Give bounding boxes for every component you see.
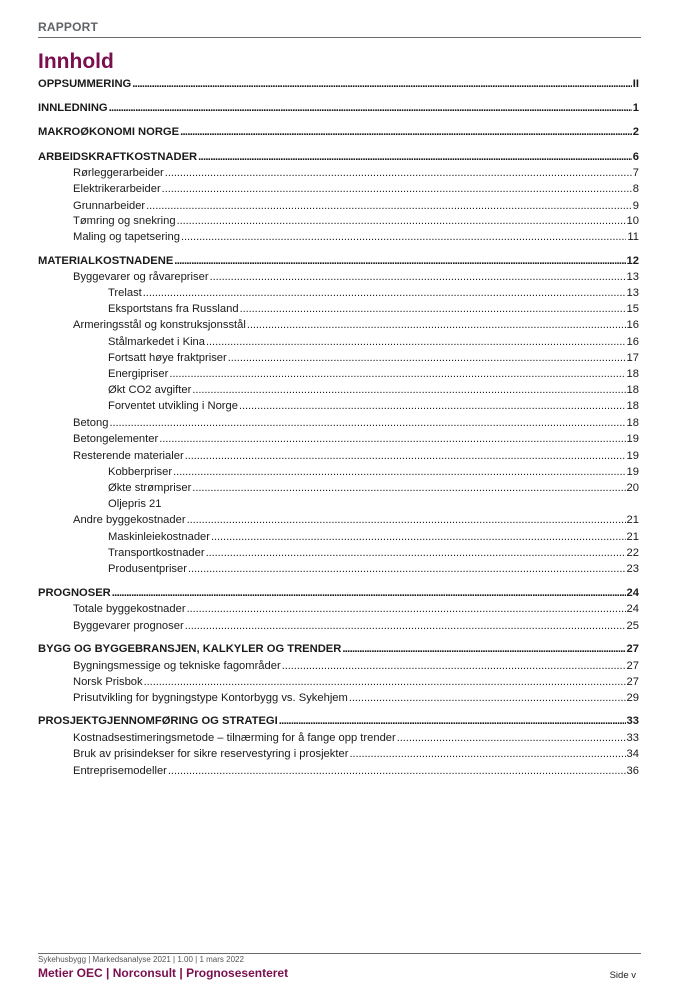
toc-entry-title[interactable]: Kobberpriser — [108, 466, 173, 478]
toc-entry-title[interactable]: Energipriser — [108, 368, 169, 380]
toc-dot-leader — [109, 416, 625, 430]
toc-dot-leader — [342, 642, 625, 656]
toc-entry[interactable] — [38, 335, 639, 349]
toc-entry[interactable] — [38, 659, 639, 673]
toc-dot-leader — [211, 530, 626, 544]
toc-entry-page: 21 — [626, 514, 639, 526]
toc-dot-leader — [181, 230, 626, 244]
toc-entry-title[interactable]: Armeringsstål og konstruksjonsstål — [73, 319, 246, 331]
toc-entry-page: 25 — [626, 620, 639, 632]
toc-entry-title[interactable]: INNLEDNING — [38, 102, 108, 114]
toc-entry[interactable] — [38, 731, 639, 745]
toc-dot-leader — [180, 125, 632, 139]
toc-entry-page: 6 — [632, 151, 639, 163]
toc-entry[interactable] — [38, 166, 639, 180]
toc-entry[interactable] — [38, 747, 639, 761]
toc-dot-leader — [173, 465, 625, 479]
toc-entry-page: 1 — [632, 102, 639, 114]
toc-entry[interactable] — [38, 318, 639, 332]
toc-dot-leader — [349, 747, 625, 761]
page-title: Innhold — [38, 50, 114, 73]
toc-entry-title[interactable]: PROGNOSER — [38, 587, 111, 599]
toc-entry-page: 8 — [632, 183, 639, 195]
toc-entry[interactable] — [38, 230, 639, 244]
toc-entry-page: 27 — [626, 660, 639, 672]
toc-entry[interactable] — [38, 214, 639, 228]
toc-dot-leader — [162, 182, 632, 196]
toc-entry-page: 12 — [626, 255, 639, 267]
toc-entry[interactable] — [38, 101, 639, 115]
toc-entry-title[interactable]: MATERIALKOSTNADENE — [38, 255, 174, 267]
page-number: Side v — [609, 970, 636, 981]
toc-entry-page: 27 — [626, 676, 639, 688]
toc-dot-leader — [239, 399, 626, 413]
toc-entry[interactable] — [38, 481, 639, 495]
toc-entry[interactable] — [38, 546, 639, 560]
toc-entry-page: 33 — [626, 732, 639, 744]
toc-entry-page: 21 — [626, 531, 639, 543]
toc-dot-leader — [109, 101, 632, 115]
toc-entry-page: 13 — [626, 287, 639, 299]
toc-entry[interactable] — [38, 513, 639, 527]
toc-entry-title[interactable]: PROSJEKTGJENNOMFØRING OG STRATEGI — [38, 715, 278, 727]
toc-entry-page: 24 — [626, 603, 639, 615]
toc-entry-page: 11 — [627, 231, 639, 243]
toc-entry-page: 34 — [626, 748, 639, 760]
toc-entry-title[interactable]: ARBEIDSKRAFTKOSTNADER — [38, 151, 198, 163]
header-divider — [38, 37, 641, 38]
toc-entry-title[interactable]: Byggevarer prognoser — [73, 620, 184, 632]
toc-entry-page: 18 — [626, 400, 639, 412]
toc-entry-page: 9 — [632, 200, 639, 212]
toc-entry-title[interactable]: Trelast — [108, 287, 142, 299]
toc-entry-title[interactable]: Økt CO2 avgifter — [108, 384, 192, 396]
toc-entry[interactable] — [38, 383, 639, 397]
toc-dot-leader — [192, 481, 625, 495]
toc-entry-page: 18 — [626, 368, 639, 380]
footer-divider — [38, 953, 641, 954]
toc-entry-page: 29 — [626, 692, 639, 704]
toc-dot-leader — [159, 432, 625, 446]
toc-entry-page: 19 — [626, 466, 639, 478]
toc-dot-leader — [169, 367, 625, 381]
toc-entry-title[interactable]: Økte strømpriser — [108, 482, 192, 494]
toc-entry[interactable] — [38, 586, 639, 600]
toc-entry[interactable] — [38, 619, 639, 633]
toc-dot-leader — [279, 714, 626, 728]
toc-dot-leader — [240, 302, 626, 316]
toc-entry-title[interactable]: Tømring og snekring — [73, 215, 176, 227]
toc-dot-leader — [187, 513, 626, 527]
toc-dot-leader — [144, 675, 626, 689]
toc-entry-page: 2 — [632, 126, 639, 138]
footer-document-meta: Sykehusbygg | Markedsanalyse 2021 | 1.00 | 1 mars 2022 — [38, 955, 244, 964]
toc-dot-leader — [228, 351, 626, 365]
toc-entry-page: 17 — [626, 352, 639, 364]
toc-entry[interactable] — [38, 399, 639, 413]
toc-entry[interactable] — [38, 302, 639, 316]
toc-entry[interactable] — [38, 562, 639, 576]
toc-dot-leader — [165, 166, 632, 180]
toc-entry[interactable] — [38, 254, 639, 268]
toc-entry[interactable] — [38, 351, 639, 365]
toc-entry-page: 18 — [626, 417, 639, 429]
toc-entry-page: 16 — [626, 336, 639, 348]
toc-entry[interactable] — [38, 416, 639, 430]
footer-organizations: Metier OEC | Norconsult | Prognosesenteret — [38, 966, 289, 980]
toc-entry-title[interactable]: Betong — [73, 417, 109, 429]
toc-dot-leader — [185, 619, 626, 633]
toc-entry-title[interactable]: OPPSUMMERING — [38, 78, 132, 90]
toc-dot-leader — [349, 691, 626, 705]
toc-entry-title[interactable]: Bruk av prisindekser for sikre reservestyring i prosjekter — [73, 748, 349, 760]
toc-dot-leader — [192, 383, 625, 397]
toc-entry-page: 19 — [626, 450, 639, 462]
toc-entry-title[interactable]: Elektrikerarbeider — [73, 183, 161, 195]
toc-entry-title[interactable]: Grunnarbeider — [73, 200, 146, 212]
toc-dot-leader — [146, 199, 632, 213]
toc-entry-title[interactable]: Fortsatt høye fraktpriser — [108, 352, 227, 364]
toc-dot-leader — [177, 214, 626, 228]
toc-dot-leader — [132, 77, 632, 91]
toc-entry[interactable] — [38, 270, 639, 284]
toc-entry[interactable] — [38, 465, 639, 479]
toc-entry-page: 18 — [626, 384, 639, 396]
toc-entry-page: 10 — [626, 215, 639, 227]
toc-dot-leader — [282, 659, 626, 673]
toc-dot-leader — [174, 254, 625, 268]
toc-entry-title[interactable]: Kostnadsestimeringsmetode – tilnærming for å fange opp trender — [73, 732, 396, 744]
toc-entry-title[interactable]: Transportkostnader — [108, 547, 205, 559]
toc-entry-page: II — [632, 78, 639, 90]
toc-entry-title[interactable]: Betongelementer — [73, 433, 159, 445]
toc-entry[interactable] — [38, 714, 639, 728]
toc-entry-page: 33 — [626, 715, 639, 727]
toc-entry[interactable] — [38, 691, 639, 705]
toc-entry-title[interactable]: Produsentpriser — [108, 563, 187, 575]
toc-entry-title[interactable]: Byggevarer og råvarepriser — [73, 271, 209, 283]
toc-entry-page: 36 — [626, 765, 639, 777]
toc-entry[interactable] — [38, 150, 639, 164]
toc-entry[interactable] — [38, 182, 639, 196]
toc-entry-title[interactable]: Maskinleiekostnader — [108, 531, 210, 543]
toc-entry-title[interactable]: Totale byggekostnader — [73, 603, 186, 615]
toc-entry-title[interactable]: Andre byggekostnader — [73, 514, 186, 526]
toc-entry-title[interactable]: Forventet utvikling i Norge — [108, 400, 238, 412]
toc-entry-page: 7 — [632, 167, 639, 179]
toc-entry-page: 20 — [626, 482, 639, 494]
toc-entry[interactable] — [38, 530, 639, 544]
toc-entry[interactable] — [38, 449, 639, 463]
toc-entry-title[interactable]: Prisutvikling for bygningstype Kontorbygg vs. Sykehjem — [73, 692, 348, 704]
toc-dot-leader — [185, 449, 626, 463]
toc-entry[interactable] — [38, 199, 639, 213]
toc-entry-title[interactable]: Norsk Prisbok — [73, 676, 143, 688]
toc-entry[interactable] — [38, 367, 639, 381]
toc-entry[interactable] — [38, 125, 639, 139]
toc-dot-leader — [187, 602, 626, 616]
toc-entry[interactable] — [38, 642, 639, 656]
toc-entry-title[interactable]: Stålmarkedet i Kina — [108, 336, 206, 348]
toc-entry[interactable] — [38, 497, 639, 511]
toc-entry-title[interactable]: Rørleggerarbeider — [73, 167, 164, 179]
toc-dot-leader — [210, 270, 626, 284]
toc-entry-page: 23 — [626, 563, 639, 575]
toc-entry[interactable] — [38, 764, 639, 778]
toc-entry-title[interactable]: Resterende materialer — [73, 450, 184, 462]
toc-entry-page: 13 — [626, 271, 639, 283]
toc-dot-leader — [143, 286, 626, 300]
toc-dot-leader — [206, 546, 626, 560]
toc-dot-leader — [198, 150, 632, 164]
toc-entry[interactable] — [38, 602, 639, 616]
toc-entry-title[interactable]: Oljepris 21 — [108, 498, 162, 510]
toc-entry[interactable] — [38, 432, 639, 446]
toc-entry-page: 27 — [626, 643, 639, 655]
toc-dot-leader — [397, 731, 626, 745]
toc-entry[interactable] — [38, 286, 639, 300]
toc-dot-leader — [112, 586, 626, 600]
toc-dot-leader — [206, 335, 626, 349]
toc-entry-title[interactable]: BYGG OG BYGGEBRANSJEN, KALKYLER OG TRENDER — [38, 643, 342, 655]
toc-entry[interactable] — [38, 77, 639, 91]
toc-entry-page: 19 — [626, 433, 639, 445]
toc-entry-page: 22 — [626, 547, 639, 559]
toc-entry-page: 16 — [626, 319, 639, 331]
toc-dot-leader — [188, 562, 626, 576]
toc-dot-leader — [168, 764, 626, 778]
toc-entry-title[interactable]: Entreprisemodeller — [73, 765, 167, 777]
toc-entry-page: 24 — [626, 587, 639, 599]
toc-entry-title[interactable]: Maling og tapetsering — [73, 231, 180, 243]
toc-entry-title[interactable]: Eksportstans fra Russland — [108, 303, 239, 315]
toc-dot-leader — [247, 318, 626, 332]
toc-entry[interactable] — [38, 675, 639, 689]
toc-entry-title[interactable]: Bygningsmessige og tekniske fagområder — [73, 660, 281, 672]
toc-entry-title[interactable]: MAKROØKONOMI NORGE — [38, 126, 180, 138]
report-header-label: RAPPORT — [38, 20, 99, 34]
toc-entry-page: 15 — [626, 303, 639, 315]
